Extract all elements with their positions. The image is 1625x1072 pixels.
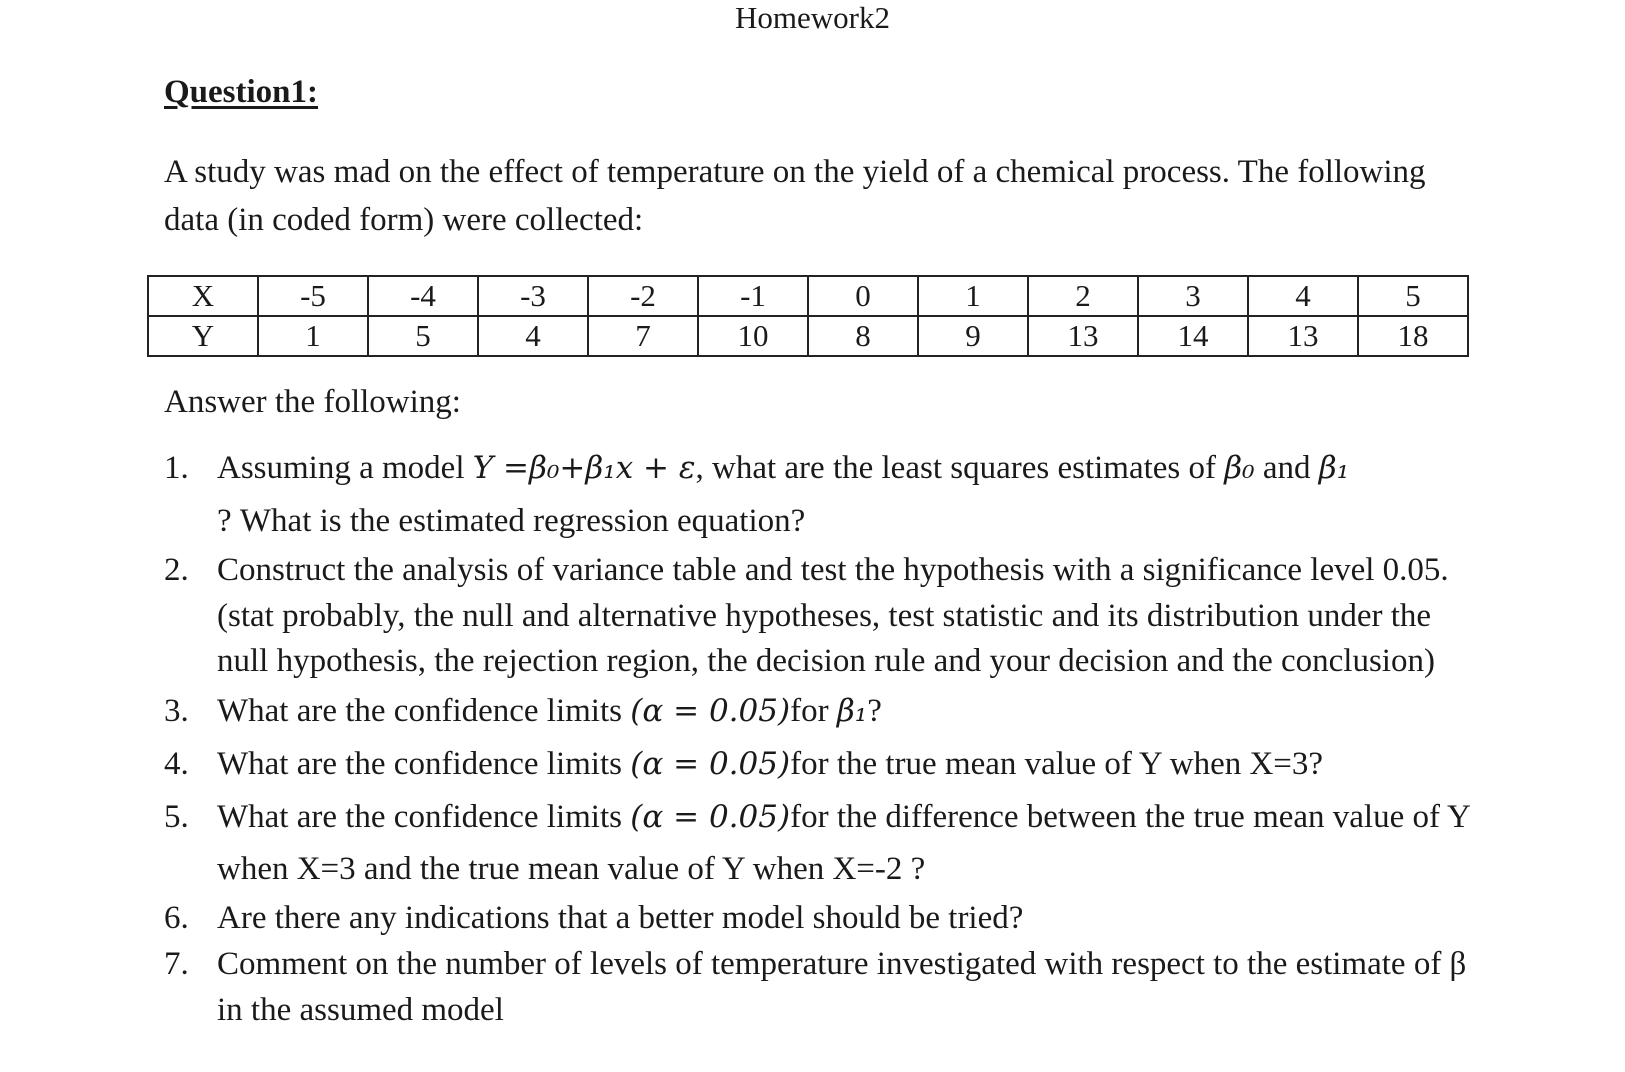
question-number: 2. [164, 552, 189, 588]
question-text: Assuming a model [217, 450, 473, 486]
table-cell: 14 [1138, 316, 1248, 356]
question-text: ? What is the estimated regression equation? [217, 503, 806, 539]
question-item-4 [0, 738, 1625, 791]
table-row-label: X [148, 276, 258, 316]
question-text: for the true mean value of Y when X=3? [790, 745, 1324, 782]
table-cell: 1 [918, 276, 1028, 316]
beta1-symbol: β₁ [1318, 450, 1350, 486]
question-number: 4. [164, 745, 189, 782]
question-text: for the difference between the true mean value of Y when X=3 and the true mean value of Y when X=-2 ? [217, 798, 1470, 887]
question-item-5 [0, 791, 1625, 895]
question-number: 6. [164, 899, 189, 936]
table-cell: 1 [258, 316, 368, 356]
data-table [147, 275, 1469, 357]
table-cell: 5 [368, 316, 478, 356]
question-item-1 [0, 442, 1625, 548]
table-cell: 7 [588, 316, 698, 356]
question-text: What are the confidence limits [217, 798, 631, 835]
answer-lead: Answer the following: [164, 384, 461, 420]
question-number: 5. [164, 798, 189, 835]
table-cell: -5 [258, 276, 368, 316]
question-text: and [1254, 450, 1319, 486]
table-cell: 10 [698, 316, 808, 356]
alpha-expression: (α = 0.05) [630, 745, 791, 782]
question-heading: Question1: [164, 74, 319, 110]
model-equation: Y =β₀+β₁x + ε [472, 450, 696, 486]
table-cell: 4 [478, 316, 588, 356]
table-cell: 8 [808, 316, 918, 356]
question-item-6 [0, 895, 1625, 941]
question-number: 7. [164, 945, 189, 982]
question-number: 3. [164, 692, 189, 729]
alpha-expression: (α = 0.05) [630, 692, 791, 729]
table-cell: 13 [1028, 316, 1138, 356]
table-cell: -1 [698, 276, 808, 316]
beta0-symbol: β₀ [1224, 450, 1255, 486]
table-cell: 2 [1028, 276, 1138, 316]
question-number: 1. [164, 450, 189, 486]
question-item-3 [0, 685, 1625, 738]
document-title: Homework2 [735, 0, 890, 35]
table-cell: 3 [1138, 276, 1248, 316]
question-text: ? [867, 692, 882, 729]
table-cell: 0 [808, 276, 918, 316]
question-item-2 [0, 548, 1625, 685]
question-text: What are the confidence limits [217, 745, 631, 782]
question-text: Comment on the number of levels of temperature investigated with respect to the estimate of β in the assumed model [217, 945, 1467, 1028]
table-cell: 13 [1248, 316, 1358, 356]
table-cell: -4 [368, 276, 478, 316]
question-text: , what are the least squares estimates of [695, 450, 1225, 486]
question-item-7 [0, 941, 1625, 1033]
question-text: for [790, 692, 837, 729]
table-cell: 9 [918, 316, 1028, 356]
question-text: What are the confidence limits [217, 692, 631, 729]
table-cell: -2 [588, 276, 698, 316]
alpha-expression: (α = 0.05) [630, 798, 791, 835]
question-text: Are there any indications that a better model should be tried? [217, 899, 1024, 936]
table-cell: 18 [1358, 316, 1468, 356]
question-list [0, 442, 1625, 1033]
table-cell: -3 [478, 276, 588, 316]
table-cell: 4 [1248, 276, 1358, 316]
beta1-symbol: β₁ [836, 692, 868, 729]
table-cell: 5 [1358, 276, 1468, 316]
table-row-x [148, 276, 1468, 316]
table-row-label: Y [148, 316, 258, 356]
table-row-y [148, 316, 1468, 356]
intro-paragraph: A study was mad on the effect of temperature on the yield of a chemical process. The following data (in coded form) were collected: [164, 154, 1426, 238]
question-text: Construct the analysis of variance table and test the hypothesis with a significance level 0.05. (stat probably, the null and alternative hypotheses, test statistic and its distribution under the null hypothesis, the rejection region, the decision rule and your decision and the conclusion) [217, 552, 1449, 679]
